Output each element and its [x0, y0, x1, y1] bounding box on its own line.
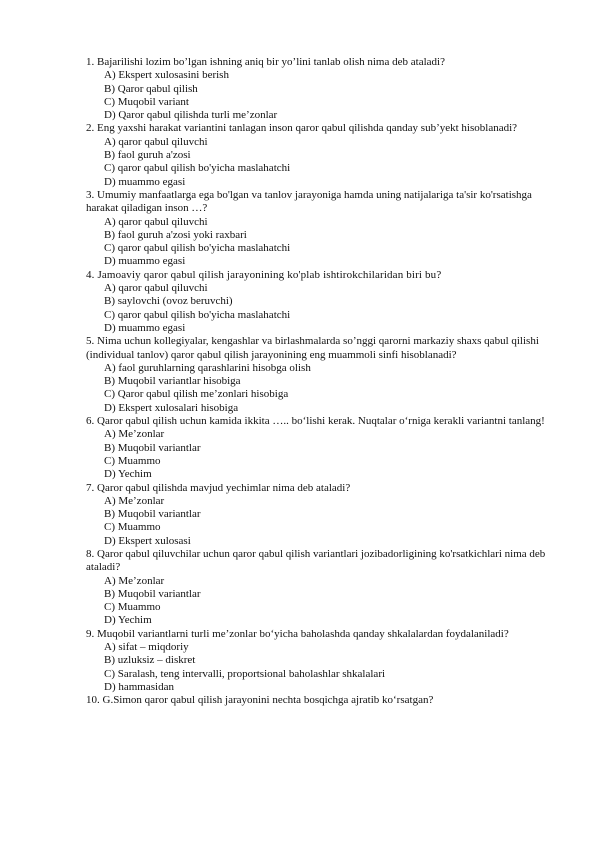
question-3	[86, 189, 558, 269]
answer-option-b: B) faol guruh a'zosi	[104, 149, 191, 162]
answer-options	[86, 362, 558, 415]
answer-option-c: C) Muammo	[104, 601, 161, 614]
document-page	[86, 56, 558, 708]
question-text: 2. Eng yaxshi harakat variantini tanlagan inson qaror qabul qilishda qanday sub’yekt hisoblanadi?	[86, 122, 518, 135]
answer-option-c: C) qaror qabul qilish bo'yicha maslahatchi	[104, 162, 291, 175]
answer-options	[86, 575, 558, 628]
question-text: 1. Bajarilishi lozim bo’lgan ishning aniq bir yo’lini tanlab olish nima deb ataladi?	[86, 56, 445, 68]
question-2	[86, 122, 558, 188]
question-text: 3. Umumiy manfaatlarga ega bo'lgan va tanlov jarayoniga hamda uning natijalariga ta'sir ko'rsatishga harakat qiladigan inson …?	[86, 188, 532, 215]
question-5	[86, 335, 558, 415]
answer-option-b: B) Muqobil variantlar	[104, 508, 201, 521]
answer-option-c: C) qaror qabul qilish bo'yicha maslahatchi	[104, 242, 291, 255]
question-6	[86, 415, 558, 481]
answer-options	[86, 641, 558, 694]
question-10	[86, 694, 558, 707]
answer-option-d: D) Yechim	[104, 614, 152, 627]
answer-option-d: D) muammo egasi	[104, 255, 186, 268]
answer-option-a: A) qaror qabul qiluvchi	[104, 282, 208, 295]
answer-option-b: B) uzluksiz – diskret	[104, 654, 196, 667]
question-1	[86, 56, 558, 122]
answer-option-d: D) Yechim	[104, 468, 152, 481]
answer-option-c: C) Muammo	[104, 454, 161, 467]
answer-option-a: A) faol guruhlarning qarashlarini hisobga olish	[104, 361, 311, 374]
answer-option-d: D) Ekspert xulosasi	[104, 534, 191, 547]
answer-option-d: D) Ekspert xulosalari hisobiga	[104, 401, 239, 414]
answer-options	[86, 495, 558, 548]
answer-option-b: B) Muqobil variantlar	[104, 441, 201, 454]
answer-option-c: C) Saralash, teng intervalli, proportsional baholashlar shkalalari	[104, 667, 386, 680]
question-text: 8. Qaror qabul qiluvchilar uchun qaror qabul qilish variantlari jozibadorligining ko'rsatkichlari nima deb ataladi?	[86, 547, 546, 574]
answer-options	[86, 428, 558, 481]
answer-option-a: A) qaror qabul qiluvchi	[104, 135, 208, 148]
question-7	[86, 482, 558, 548]
question-text: 10. G.Simon qaror qabul qilish jarayonini nechta bosqichga ajratib ko‘rsatgan?	[86, 694, 434, 707]
question-text: 4. Jamoaviy qaror qabul qilish jarayonining ko'plab ishtirokchilaridan biri bu?	[86, 268, 442, 281]
answer-options	[86, 69, 558, 122]
answer-option-c: C) qaror qabul qilish bo'yicha maslahatchi	[104, 308, 291, 321]
question-text: 9. Muqobil variantlarni turli me’zonlar bo‘yicha baholashda qanday shkalalardan foydalaniladi?	[86, 627, 509, 640]
answer-option-a: A) Me’zonlar	[104, 428, 165, 441]
answer-option-c: C) Muqobil variant	[104, 95, 189, 108]
answer-option-d: D) muammo egasi	[104, 321, 186, 334]
question-text: 6. Qaror qabul qilish uchun kamida ikkita ….. bo‘lishi kerak. Nuqtalar o‘rniga kerakli variantni tanlang!	[86, 415, 545, 428]
answer-option-a: A) Me’zonlar	[104, 494, 165, 507]
answer-option-d: D) muammo egasi	[104, 175, 186, 188]
answer-option-a: A) qaror qabul qiluvchi	[104, 215, 208, 228]
question-text: 5. Nima uchun kollegiyalar, kengashlar va birlashmalarda so’nggi qarorni markaziy shaxs qabul qilishi (individual tanlov) qaror qabul qilish jarayonining eng muammoli sinfi hisoblanadi?	[86, 335, 539, 361]
answer-option-d: D) Qaror qabul qilishda turli me’zonlar	[104, 109, 278, 122]
question-9	[86, 628, 558, 694]
answer-options	[86, 282, 558, 335]
answer-option-c: C) Muammo	[104, 521, 161, 534]
answer-option-a: A) Me’zonlar	[104, 574, 165, 587]
answer-option-b: B) faol guruh a'zosi yoki raxbari	[104, 228, 247, 241]
question-4	[86, 269, 558, 335]
answer-options	[86, 216, 558, 269]
answer-option-b: B) Qaror qabul qilish	[104, 82, 198, 95]
question-text: 7. Qaror qabul qilishda mavjud yechimlar nima deb ataladi?	[86, 481, 351, 494]
answer-option-b: B) Muqobil variantlar hisobiga	[104, 375, 241, 388]
question-8	[86, 548, 558, 628]
answer-option-a: A) sifat – miqdoriy	[104, 641, 189, 654]
answer-option-a: A) Ekspert xulosasini berish	[104, 69, 229, 82]
answer-options	[86, 136, 558, 189]
answer-option-c: C) Qaror qabul qilish me’zonlari hisobiga	[104, 388, 289, 401]
answer-option-d: D) hammasidan	[104, 680, 174, 693]
answer-option-b: B) saylovchi (ovoz beruvchi)	[104, 295, 233, 308]
answer-option-b: B) Muqobil variantlar	[104, 587, 201, 600]
